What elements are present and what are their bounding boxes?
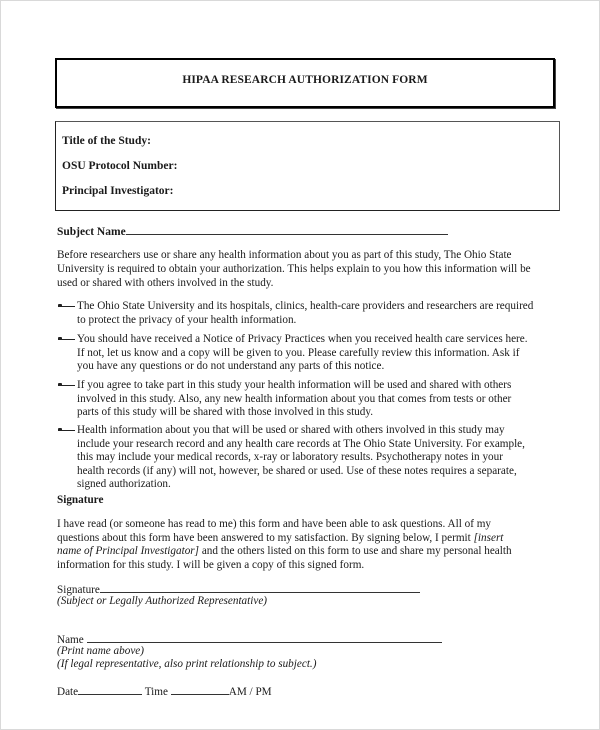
time-blank[interactable]	[171, 684, 229, 695]
consent-line: I have read (or someone has read to me) this form and have been able to ask questions. All of my	[57, 518, 492, 530]
subject-name-blank[interactable]	[126, 224, 448, 235]
bullet-line: You should have received a Notice of Privacy Practices when you received health care services here.	[77, 333, 528, 345]
consent-line	[57, 545, 512, 559]
bullet-line: this may include your medical records, x-ray or laboratory results. Psychotherapy notes in your	[77, 451, 503, 463]
title-box	[55, 58, 555, 108]
bullet-arrow-icon	[58, 385, 75, 386]
bullet-line: you have any questions or do not understand any parts of this notice.	[77, 360, 385, 372]
bullet-arrow-icon	[58, 306, 75, 307]
consent-line	[57, 532, 503, 546]
subject-name-field[interactable]	[57, 224, 448, 240]
name-note: (If legal representative, also print relationship to subject.)	[57, 658, 317, 670]
bullet-line: Health information about you that will be used or shared with others involved in this study may	[77, 424, 505, 436]
signature-blank[interactable]	[100, 582, 420, 593]
date-time-row	[57, 684, 272, 700]
name-note: (Print name above)	[57, 645, 144, 657]
consent-text: and the others listed on this form to use and share my personal health	[199, 545, 512, 557]
time-label: Time	[142, 686, 171, 698]
bullet-line: The Ohio State University and its hospitals, clinics, health-care providers and researchers are required	[77, 300, 534, 312]
signature-label: Signature	[57, 584, 100, 596]
date-blank[interactable]	[78, 684, 142, 695]
consent-placeholder: name of Principal Investigator]	[57, 545, 200, 557]
principal-investigator-label: Principal Investigator:	[62, 185, 174, 197]
date-label: Date	[57, 686, 79, 698]
bullet-line: If you agree to take part in this study your health information will be used and shared with others	[77, 379, 512, 391]
consent-placeholder: [insert	[473, 532, 504, 544]
bullet-line: If not, let us know and a copy will be given to you. Please carefully review this information. Ask if	[77, 346, 520, 359]
bullet-arrow-icon	[58, 430, 75, 431]
study-info-box	[55, 121, 560, 211]
bullet-arrow-icon	[58, 339, 75, 340]
form-title: HIPAA RESEARCH AUTHORIZATION FORM	[182, 74, 428, 86]
signature-note: (Subject or Legally Authorized Representative)	[57, 595, 268, 607]
subject-name-label: Subject Name	[57, 226, 126, 238]
study-title-label: Title of the Study:	[62, 135, 151, 147]
bullet-line: signed authorization.	[77, 478, 171, 490]
bullet-line: to protect the privacy of your health information.	[77, 313, 297, 326]
ampm-label: AM / PM	[228, 686, 272, 698]
bullet-line: involved in this study. Also, any new health information about you that comes from tests or other	[77, 392, 512, 405]
name-blank[interactable]	[87, 632, 442, 643]
consent-line: information for this study. I will be given a copy of this signed form.	[57, 559, 365, 571]
name-label: Name	[57, 634, 87, 646]
intro-line: used or shared with others involved in the study.	[57, 277, 274, 289]
bullet-line: include your research record and any health care records at The Ohio State University. For example,	[77, 437, 525, 450]
bullet-line: parts of this study will be shared with those involved in this study.	[77, 406, 374, 418]
intro-line: Before researchers use or share any health information about you as part of this study, The Ohio State	[57, 249, 512, 261]
intro-line: University is required to obtain your authorization. This helps explain to you how this information will be	[57, 263, 531, 275]
signature-heading: Signature	[57, 494, 104, 506]
bullet-line: health records (if any) will not, however, be shared or used. Use of these notes requires a separate,	[77, 464, 517, 477]
consent-text: questions about this form have been answered to my satisfaction. By signing below, I permit	[57, 532, 474, 544]
protocol-number-label: OSU Protocol Number:	[62, 160, 178, 172]
